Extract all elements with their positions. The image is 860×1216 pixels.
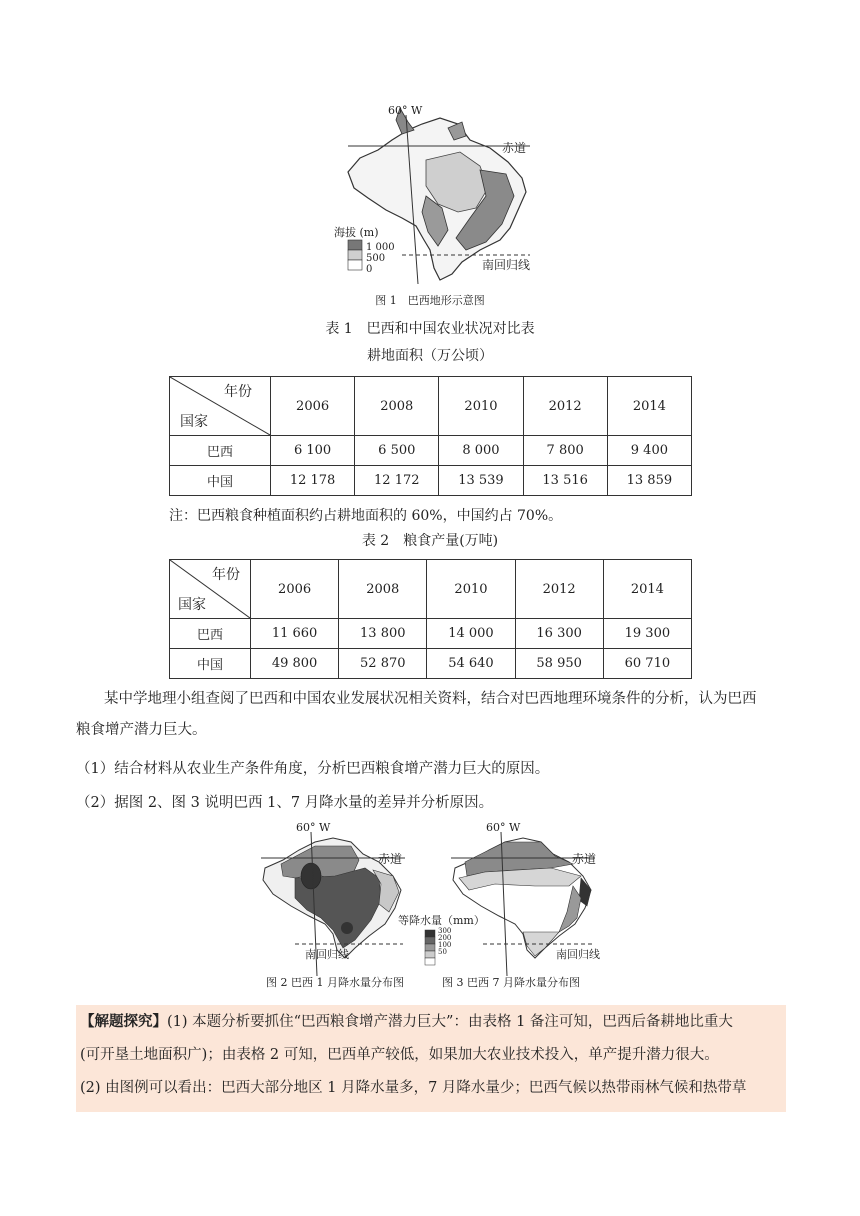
table2-corner: 年份 国家 [170, 560, 251, 619]
table-row [170, 436, 692, 466]
table1-year-header: 2012 [523, 377, 607, 436]
table-cell: 14 000 [427, 619, 515, 649]
fig3-caption: 图 3 巴西 7 月降水量分布图 [442, 976, 580, 989]
fig23-legend-title: 等降水量（mm） [398, 914, 485, 927]
table1-corner: 年份 国家 [170, 377, 271, 436]
table-cell: 60 710 [603, 649, 691, 679]
table2-country: 巴西 [170, 619, 251, 649]
intro-line2: 粮食增产潜力巨大。 [76, 722, 207, 738]
table1-title: 表 1 巴西和中国农业状况对比表 [325, 321, 535, 337]
fig1-legend-title: 海拔 (m) [334, 226, 379, 239]
table2-country: 中国 [170, 649, 251, 679]
fig23-legend-50: 50 [438, 948, 447, 956]
table2-title: 表 2 粮食产量(万吨) [361, 533, 499, 549]
table1-country: 巴西 [170, 436, 271, 466]
fig1-equator-label: 赤道 [502, 141, 527, 155]
table-row [170, 619, 692, 649]
table2-year-header: 2012 [515, 560, 603, 619]
table1-country: 中国 [170, 466, 271, 496]
table1-year-header: 2010 [439, 377, 523, 436]
table2-year-header: 2014 [603, 560, 691, 619]
table-cell: 52 870 [339, 649, 427, 679]
intro-line1: 某中学地理小组查阅了巴西和中国农业发展状况相关资料，结合对巴西地理环境条件的分析，认为巴西 [104, 691, 757, 707]
table-cell: 54 640 [427, 649, 515, 679]
table2-year-header: 2006 [251, 560, 339, 619]
fig1-tropic-label: 南回归线 [482, 258, 531, 272]
question-1: （1）结合材料从农业生产条件角度，分析巴西粮食增产潜力巨大的原因。 [76, 761, 550, 777]
table-cell: 13 516 [523, 466, 607, 496]
table1-note: 注：巴西粮食种植面积约占耕地面积的 60%，中国约占 70%。 [169, 508, 563, 524]
table-row [170, 466, 692, 496]
table-cell: 6 500 [355, 436, 439, 466]
fig1-legend-500: 500 [366, 253, 386, 264]
table1 [169, 376, 692, 496]
analysis-line2: (可开垦土地面积广)；由表格 2 可知，巴西单产较低，如果加大农业技术投入，单产提升潜力很大。 [80, 1047, 719, 1063]
fig3-equator-label: 赤道 [572, 852, 597, 866]
analysis-line1: 【解题探究】(1) 本题分析要抓住“巴西粮食增产潜力巨大”：由表格 1 备注可知，巴西后备耕地比重大 [80, 1013, 733, 1030]
fig23-legend-300: 300 [438, 927, 452, 935]
table-cell: 8 000 [439, 436, 523, 466]
table1-year-header: 2006 [271, 377, 355, 436]
table-cell: 19 300 [603, 619, 691, 649]
table-cell: 9 400 [607, 436, 691, 466]
table-cell: 6 100 [271, 436, 355, 466]
table-cell: 13 859 [607, 466, 691, 496]
fig23-legend-100: 100 [438, 941, 452, 949]
table-cell: 11 660 [251, 619, 339, 649]
fig2-lon-label: 60° W [296, 821, 331, 834]
fig2-tropic-label: 南回归线 [305, 948, 349, 961]
table-cell: 49 800 [251, 649, 339, 679]
table2-year-header: 2010 [427, 560, 515, 619]
table-row [170, 649, 692, 679]
fig1-legend-1000: 1 000 [366, 242, 395, 253]
table1-year-header: 2008 [355, 377, 439, 436]
analysis-box [76, 1005, 786, 1112]
analysis-heading: 【解题探究】 [80, 1013, 167, 1030]
fig2-equator-label: 赤道 [378, 852, 403, 866]
table-cell: 12 172 [355, 466, 439, 496]
table-cell: 7 800 [523, 436, 607, 466]
table-cell: 13 800 [339, 619, 427, 649]
table1-subtitle: 耕地面积（万公顷） [367, 348, 493, 364]
table2 [169, 559, 692, 679]
table-cell: 12 178 [271, 466, 355, 496]
fig2-caption: 图 2 巴西 1 月降水量分布图 [266, 976, 404, 989]
fig1-lon-label: 60° W [388, 104, 423, 117]
table-cell: 16 300 [515, 619, 603, 649]
table2-year-header: 2008 [339, 560, 427, 619]
analysis-line3: (2) 由图例可以看出：巴西大部分地区 1 月降水量多，7 月降水量少；巴西气候以热带雨林气候和热带草 [80, 1080, 747, 1096]
fig3-lon-label: 60° W [486, 821, 521, 834]
fig1-legend-0: 0 [366, 264, 373, 275]
table1-year-header: 2014 [607, 377, 691, 436]
table-cell: 13 539 [439, 466, 523, 496]
fig3-tropic-label: 南回归线 [556, 948, 600, 961]
fig23-legend-200: 200 [438, 934, 452, 942]
table-cell: 58 950 [515, 649, 603, 679]
fig1-caption: 图 1 巴西地形示意图 [375, 294, 485, 307]
question-2: （2）据图 2、图 3 说明巴西 1、7 月降水量的差异并分析原因。 [76, 795, 494, 811]
